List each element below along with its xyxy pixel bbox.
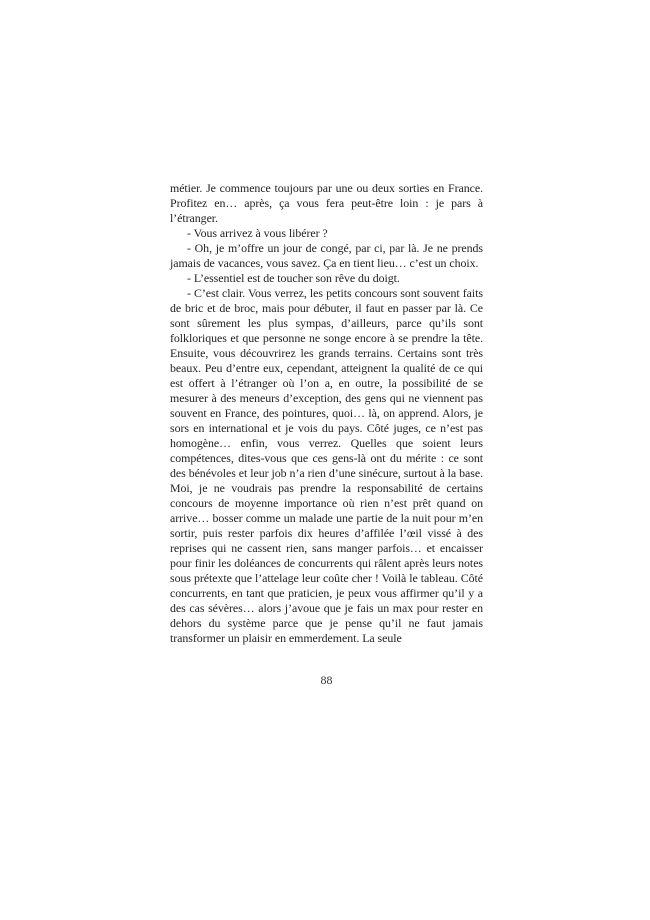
page-text: [170, 181, 483, 688]
paragraph: - L’essentiel est de toucher son rêve du doigt.: [187, 271, 400, 285]
paragraph: métier. Je commence toujours par une ou deux sorties en France. Profitez en… après, ça vous fera peut-être loin : je pars à l’étranger.: [170, 181, 483, 225]
paragraph: - Vous arrivez à vous libérer ?: [187, 226, 328, 240]
paragraph: - Oh, je m’offre un jour de congé, par ci, par là. Je ne prends jamais de vacances, vous savez. Ça en tient lieu… c’est un choix.: [170, 241, 483, 270]
page-number: 88: [320, 673, 333, 687]
paragraph: - C’est clair. Vous verrez, les petits concours sont souvent faits de bric et de broc, mais pour débuter, il faut en passer par là. Ce sont sûrement les plus sympas, d’ailleurs, parce qu’ils sont folkloriques et que personne ne songe encore à se prendre la tête. Ensuite, vous découvrirez les grands terrains. Certains sont très beaux. Peu d’entre eux, cependant, atteignent la qualité de ce qui est offert à l’étranger où l’on a, en outre, la possibilité de se mesurer à des meneurs d’exception, des gens qui ne viennent pas souvent en France, des pointures, quoi… là, on apprend. Alors, je sors en international et je vois du pays. Côté juges, ce n’est pas homogène… enfin, vous verrez. Quelles que soient leurs compétences, dites-vous que ces gens-là ont du mérite : ce sont des bénévoles et leur job n’a rien d’une sinécure, surtout à la base. Moi, je ne voudrais pas prendre la responsabilité de certains concours de moyenne importance où rien n’est prêt quand on arrive… bosser comme un malade une partie de la nuit pour m’en sortir, puis rester parfois dix heures d’affilée l’œil vissé à des reprises qui ne cassent rien, sans manger parfois… et encaisser pour finir les doléances de concurrents qui râlent après leurs notes sous prétexte que l’attelage leur coûte cher ! Voilà le tableau. Côté concurrents, en tant que praticien, je peux vous affirmer qu’il y a des cas sévères… alors j’avoue que je fais un max pour rester en dehors du système parce que je pense qu’il ne faut jamais transformer un plaisir en emmerdement. La seule: [170, 286, 483, 645]
